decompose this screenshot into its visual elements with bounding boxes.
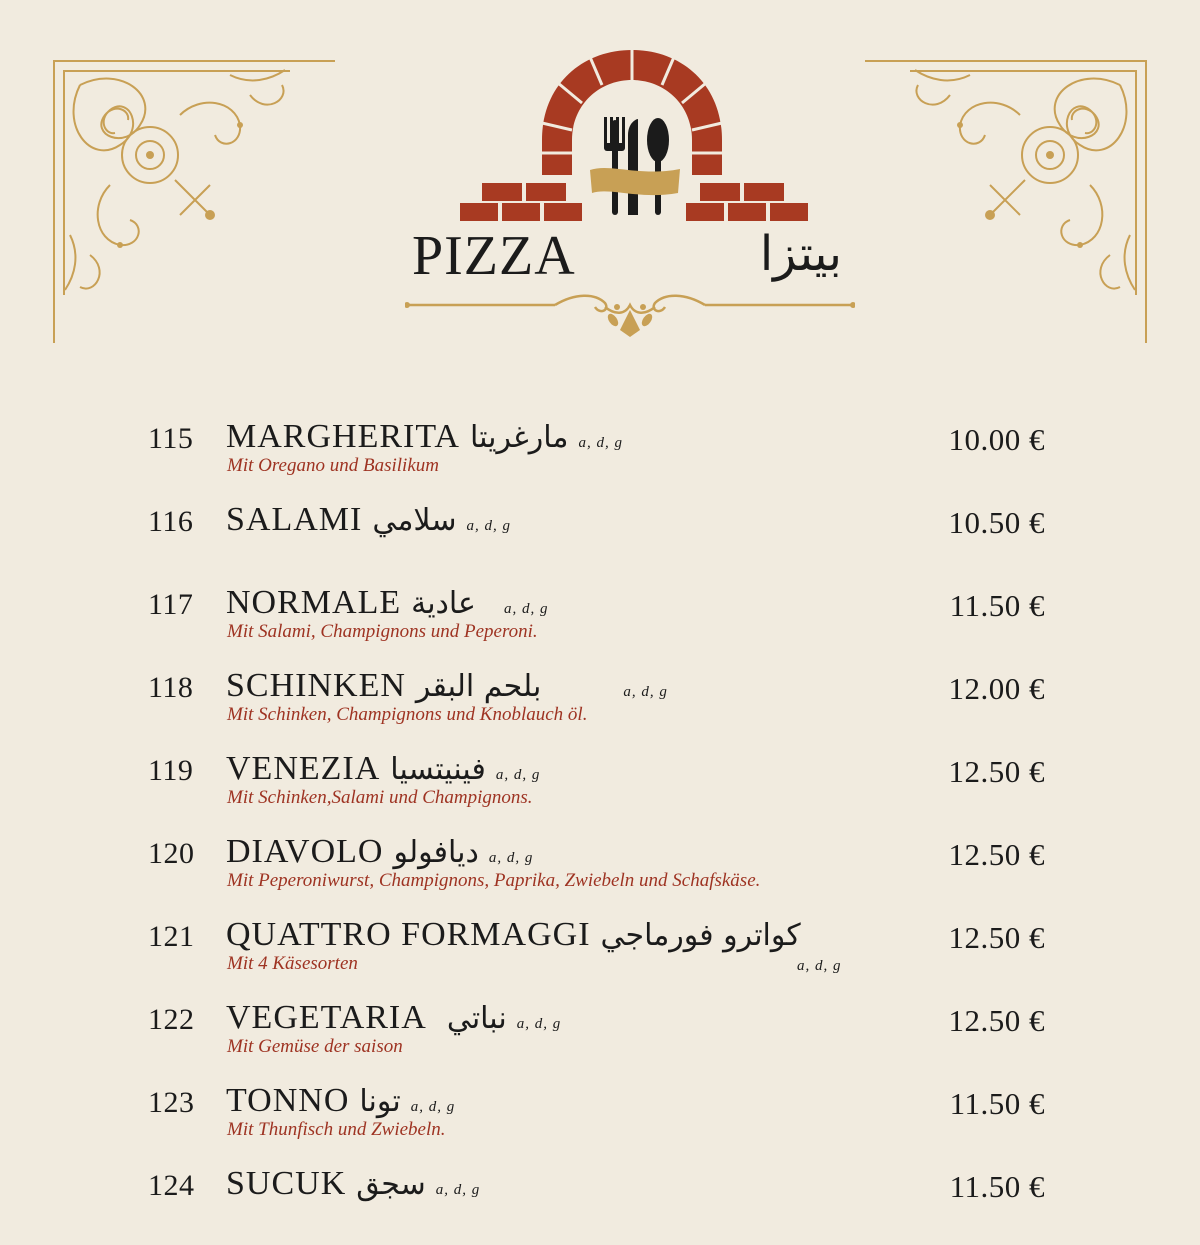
item-name-arabic: نباتي bbox=[446, 1001, 507, 1036]
menu-item bbox=[0, 916, 1200, 996]
menu-item bbox=[0, 1082, 1200, 1162]
item-description: Mit Oregano und Basilikum bbox=[227, 455, 439, 476]
item-name-arabic: فينيتسيا bbox=[390, 752, 486, 787]
page-title: PIZZA bbox=[412, 225, 576, 287]
item-allergens: a, d, g bbox=[410, 1099, 456, 1115]
item-number: 121 bbox=[148, 920, 195, 953]
item-allergens: a, d, g bbox=[435, 1182, 481, 1198]
item-name: MARGHERITA bbox=[226, 418, 460, 455]
item-name: QUATTRO FORMAGGI bbox=[226, 916, 591, 953]
item-price: 12.50 € bbox=[948, 920, 1045, 955]
item-name: DIAVOLO bbox=[226, 833, 384, 870]
item-number: 123 bbox=[148, 1086, 195, 1119]
item-name-arabic: بلحم البقر bbox=[415, 669, 542, 704]
item-number: 122 bbox=[148, 1003, 195, 1036]
item-number: 124 bbox=[148, 1169, 195, 1202]
item-allergens: a, d, g bbox=[503, 601, 549, 617]
item-number: 118 bbox=[148, 671, 194, 704]
item-number: 119 bbox=[148, 754, 194, 787]
item-name-arabic: مارغريتا bbox=[469, 420, 569, 455]
item-description: Mit Schinken,Salami und Champignons. bbox=[227, 787, 533, 808]
item-description: Mit Salami, Champignons und Peperoni. bbox=[227, 621, 538, 642]
menu-item bbox=[0, 584, 1200, 664]
menu-item bbox=[0, 1165, 1200, 1245]
item-name: TONNO bbox=[226, 1082, 350, 1119]
item-name: SCHINKEN bbox=[226, 667, 406, 704]
spoon-icon bbox=[647, 118, 669, 215]
menu-item bbox=[0, 667, 1200, 747]
ornamental-corner-left bbox=[50, 55, 340, 345]
item-name-arabic: سلامي bbox=[372, 503, 457, 538]
item-number: 117 bbox=[148, 588, 194, 621]
item-name: SUCUK bbox=[226, 1165, 347, 1202]
item-name-arabic: تونا bbox=[359, 1084, 401, 1119]
item-price: 11.50 € bbox=[949, 1086, 1045, 1121]
item-description: Mit Schinken, Champignons und Knoblauch öl. bbox=[227, 704, 588, 725]
ornamental-corner-right bbox=[860, 55, 1150, 345]
item-description: Mit Gemüse der saison bbox=[227, 1036, 403, 1057]
item-price: 12.50 € bbox=[948, 1003, 1045, 1038]
item-price: 11.50 € bbox=[949, 1169, 1045, 1204]
item-allergens: a, d, g bbox=[578, 435, 623, 451]
item-price: 12.50 € bbox=[948, 837, 1045, 872]
item-allergens: a, d, g bbox=[623, 684, 668, 700]
item-allergens: a, d, g bbox=[516, 1016, 562, 1032]
menu-item bbox=[0, 501, 1200, 581]
item-name: SALAMI bbox=[226, 501, 363, 538]
item-number: 115 bbox=[148, 422, 194, 455]
brick-arch-logo bbox=[450, 45, 815, 225]
item-number: 116 bbox=[148, 505, 194, 538]
item-name-arabic: سجق bbox=[356, 1167, 426, 1202]
item-price: 11.50 € bbox=[949, 588, 1045, 623]
item-name: VEGETARIA bbox=[226, 999, 427, 1036]
item-price: 10.50 € bbox=[948, 505, 1045, 540]
menu-item bbox=[0, 999, 1200, 1079]
knife-icon bbox=[628, 119, 638, 215]
item-description: Mit Thunfisch und Zwiebeln. bbox=[227, 1119, 446, 1140]
item-allergens: a, d, g bbox=[466, 518, 511, 534]
item-number: 120 bbox=[148, 837, 195, 870]
ornamental-divider bbox=[405, 285, 855, 340]
item-name: VENEZIA bbox=[226, 750, 381, 787]
item-description: Mit Peperoniwurst, Champignons, Paprika, Zwiebeln und Schafskäse. bbox=[227, 870, 761, 891]
cutlery-icons bbox=[604, 117, 669, 215]
page-title-arabic: بيتزا bbox=[759, 226, 842, 282]
item-price: 12.50 € bbox=[948, 754, 1045, 789]
item-name-arabic: كواترو فورماجي bbox=[600, 918, 801, 953]
item-description: Mit 4 Käsesorten bbox=[227, 953, 358, 974]
item-price: 10.00 € bbox=[948, 422, 1045, 457]
fork-icon bbox=[604, 117, 625, 215]
item-price: 12.00 € bbox=[948, 671, 1045, 706]
item-allergens: a, d, g bbox=[495, 767, 541, 783]
menu-item bbox=[0, 750, 1200, 830]
item-name-arabic: عادية bbox=[411, 586, 476, 621]
menu-item bbox=[0, 833, 1200, 913]
item-name-arabic: ديافولو bbox=[393, 835, 479, 870]
menu-item bbox=[0, 418, 1200, 498]
item-allergens: a, d, g bbox=[797, 958, 842, 974]
item-name: NORMALE bbox=[226, 584, 402, 621]
item-allergens: a, d, g bbox=[488, 850, 534, 866]
